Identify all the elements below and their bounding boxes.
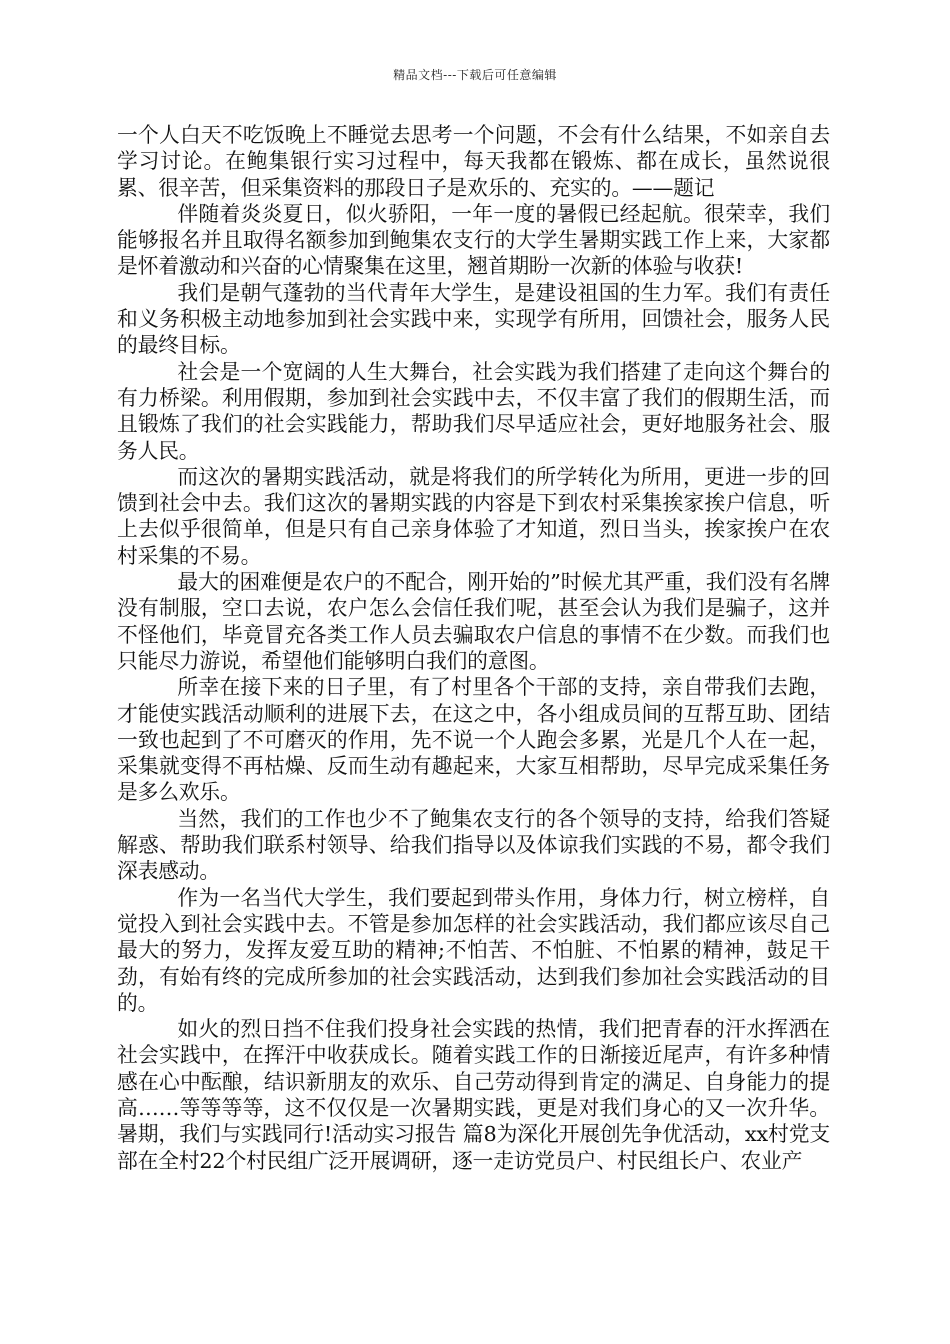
paragraph: 我们是朝气蓬勃的当代青年大学生，是建设祖国的生力军。我们有责任和义务积极主动地参加到社会实践中来，实现学有所用，回馈社会，服务人民的最终目标。: [117, 280, 830, 358]
paragraph: 社会是一个宽阔的人生大舞台，社会实践为我们搭建了走向这个舞台的有力桥梁。利用假期，参加到社会实践中去，不仅丰富了我们的假期生活，而且锻炼了我们的社会实践能力，帮助我们尽早适应社会，更好地服务社会、服务人民。: [117, 359, 830, 463]
document-body: [117, 122, 830, 1174]
paragraph: 所幸在接下来的日子里，有了村里各个干部的支持，亲自带我们去跑，才能使实践活动顺利的进展下去，在这之中，各小组成员间的互帮互助、团结一致也起到了不可磨灭的作用，先不说一个人跑会多累，光是几个人在一起，采集就变得不再枯燥、反而生动有趣起来，大家互相帮助，尽早完成采集任务是多么欢乐。: [117, 675, 830, 805]
paragraph: 而这次的暑期实践活动，就是将我们的所学转化为所用，更进一步的回馈到社会中去。我们这次的暑期实践的内容是下到农村采集挨家挨户信息，听上去似乎很简单，但是只有自己亲身体验了才知道，烈日当头，挨家挨户在农村采集的不易。: [117, 464, 830, 568]
paragraph: 作为一名当代大学生，我们要起到带头作用，身体力行，树立榜样，自觉投入到社会实践中去。不管是参加怎样的社会实践活动，我们都应该尽自己最大的努力，发挥友爱互助的精神;不怕苦、不怕脏、不怕累的精神，鼓足干劲，有始有终的完成所参加的社会实践活动，达到我们参加社会实践活动的目的。: [117, 885, 830, 1015]
page-header: 精品文档---下载后可任意编辑: [393, 68, 557, 82]
paragraph: 如火的烈日挡不住我们投身社会实践的热情，我们把青春的汗水挥洒在社会实践中，在挥汗中收获成长。随着实践工作的日渐接近尾声，有许多种情感在心中酝酿，结识新朋友的欢乐、自己劳动得到肯定的满足、自身能力的提高……等等等等，这不仅仅是一次暑期实践，更是对我们身心的又一次升华。暑期，我们与实践同行!活动实习报告 篇8为深化开展创先争优活动，xx村党支部在全村22个村民组广泛开展调研，逐一走访党员户、村民组长户、农业产: [117, 1017, 830, 1173]
paragraph: 最大的困难便是农户的不配合，刚开始的”时候尤其严重，我们没有名牌没有制服，空口去说，农户怎么会信任我们呢，甚至会认为我们是骗子，这并不怪他们，毕竟冒充各类工作人员去骗取农户信息的事情不在少数。而我们也只能尽力游说，希望他们能够明白我们的意图。: [117, 570, 830, 673]
paragraph-epigraph: 一个人白天不吃饭晚上不睡觉去思考一个问题，不会有什么结果，不如亲自去学习讨论。在鲍集银行实习过程中，每天我都在锻炼、都在成长，虽然说很累、很辛苦，但采集资料的那段日子是欢乐的、充实的。——题记: [117, 123, 830, 200]
paragraph: 伴随着炎炎夏日，似火骄阳，一年一度的暑假已经起航。很荣幸，我们能够报名并且取得名额参加到鲍集农支行的大学生暑期实践工作上来，大家都是怀着激动和兴奋的心情聚集在这里，翘首期盼一次新的体验与收获!: [117, 201, 830, 279]
paragraph: 当然，我们的工作也少不了鲍集农支行的各个领导的支持，给我们答疑解惑、帮助我们联系村领导、给我们指导以及体谅我们实践的不易，都令我们深表感动。: [117, 806, 830, 884]
